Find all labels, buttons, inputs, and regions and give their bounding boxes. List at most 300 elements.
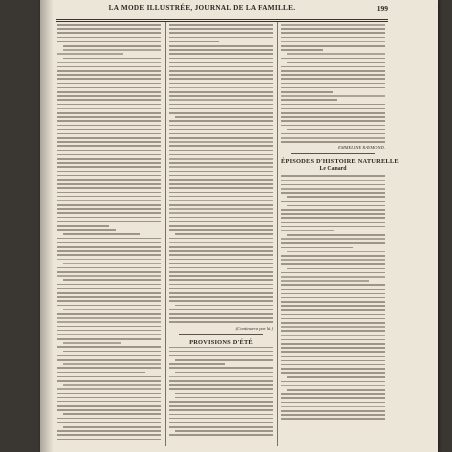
text-line xyxy=(281,238,385,240)
text-line xyxy=(175,372,273,374)
text-line xyxy=(281,184,385,186)
text-line xyxy=(287,62,385,64)
text-line xyxy=(57,346,161,348)
text-line xyxy=(281,314,385,316)
text-line xyxy=(281,322,385,324)
text-line xyxy=(57,284,161,286)
text-line xyxy=(63,233,140,235)
text-line xyxy=(57,175,161,177)
text-line xyxy=(169,175,273,177)
text-line xyxy=(63,342,121,344)
column-right xyxy=(281,24,399,423)
text-line xyxy=(169,183,273,185)
text-line xyxy=(281,293,385,295)
section-separator xyxy=(179,334,263,335)
text-line xyxy=(169,221,273,223)
text-line xyxy=(57,376,161,378)
text-line xyxy=(169,187,273,189)
text-line xyxy=(281,385,385,387)
text-line xyxy=(169,62,273,64)
text-line xyxy=(169,53,273,55)
text-line xyxy=(169,296,273,298)
text-line xyxy=(287,268,385,270)
text-line xyxy=(169,99,273,101)
text-line xyxy=(57,212,161,214)
text-line xyxy=(57,108,161,110)
text-line xyxy=(169,434,273,436)
text-line xyxy=(169,196,273,198)
text-line xyxy=(57,250,161,252)
text-line xyxy=(57,162,161,164)
text-line xyxy=(169,49,273,51)
text-line xyxy=(57,95,161,97)
text-line xyxy=(169,66,273,68)
text-line xyxy=(57,367,161,369)
text-line xyxy=(169,133,273,135)
text-line xyxy=(57,434,161,436)
text-line xyxy=(169,426,273,428)
text-line xyxy=(169,309,273,311)
text-line xyxy=(63,426,161,428)
text-line xyxy=(281,305,385,307)
text-line xyxy=(57,154,161,156)
text-line xyxy=(57,296,161,298)
text-line xyxy=(281,213,385,215)
text-line xyxy=(169,78,273,80)
text-line xyxy=(57,292,161,294)
text-line xyxy=(169,95,273,97)
text-line xyxy=(281,284,385,286)
text-line xyxy=(281,37,385,39)
text-line xyxy=(281,91,333,93)
text-line xyxy=(169,275,273,277)
text-line xyxy=(281,222,385,224)
text-line xyxy=(281,230,334,232)
text-line xyxy=(281,343,385,345)
text-line xyxy=(281,45,385,47)
text-line xyxy=(169,401,273,403)
text-line xyxy=(281,209,385,211)
text-line xyxy=(169,351,273,353)
text-line xyxy=(169,229,273,231)
text-line xyxy=(57,393,161,395)
column-divider-left xyxy=(165,22,166,446)
header-rule xyxy=(56,19,388,20)
text-line xyxy=(175,116,273,118)
text-block-left xyxy=(57,24,161,440)
text-line xyxy=(57,401,161,403)
text-line xyxy=(57,380,161,382)
text-line xyxy=(287,389,385,391)
text-line xyxy=(57,66,161,68)
text-line xyxy=(57,229,116,231)
text-line xyxy=(281,406,385,408)
text-line xyxy=(281,276,385,278)
text-line xyxy=(57,313,161,315)
text-line xyxy=(169,288,273,290)
text-line xyxy=(57,83,161,85)
text-line xyxy=(169,112,273,114)
text-line xyxy=(281,201,385,203)
text-line xyxy=(57,334,161,336)
text-line xyxy=(57,196,161,198)
text-block-right-top xyxy=(281,24,385,143)
text-line xyxy=(281,141,385,143)
text-line xyxy=(57,99,161,101)
text-line xyxy=(169,313,273,315)
text-line xyxy=(57,91,161,93)
column-middle xyxy=(169,24,273,439)
text-line xyxy=(57,300,161,302)
text-line xyxy=(169,104,273,106)
text-line xyxy=(281,28,385,30)
text-line xyxy=(57,388,161,390)
text-line xyxy=(169,363,225,365)
text-line xyxy=(57,338,161,340)
text-line xyxy=(57,112,161,114)
text-line xyxy=(281,125,385,127)
text-line xyxy=(281,137,385,139)
text-line xyxy=(169,279,273,281)
text-line xyxy=(281,402,385,404)
text-line xyxy=(169,91,273,93)
text-line xyxy=(57,418,161,420)
text-line xyxy=(57,192,161,194)
text-line xyxy=(57,208,161,210)
text-line xyxy=(281,418,385,420)
text-line xyxy=(281,83,385,85)
text-line xyxy=(57,32,161,34)
text-line xyxy=(281,41,385,43)
text-line xyxy=(57,359,161,361)
text-line xyxy=(281,309,385,311)
text-line xyxy=(63,413,161,415)
text-line xyxy=(169,83,273,85)
text-line xyxy=(57,267,161,269)
text-line xyxy=(281,70,385,72)
text-line xyxy=(169,217,273,219)
text-line xyxy=(57,372,145,374)
text-line xyxy=(281,116,385,118)
text-line xyxy=(169,129,273,131)
page-title: LA MODE ILLUSTRÉE, JOURNAL DE LA FAMILLE. xyxy=(108,4,296,12)
text-line xyxy=(281,242,385,244)
text-line xyxy=(57,120,161,122)
text-line xyxy=(57,405,161,407)
text-line xyxy=(287,234,385,236)
text-line xyxy=(169,208,273,210)
text-line xyxy=(281,259,385,261)
text-line xyxy=(281,397,385,399)
text-line xyxy=(281,339,385,341)
text-line xyxy=(57,158,161,160)
text-line xyxy=(281,32,385,34)
text-line xyxy=(57,288,161,290)
page-header xyxy=(56,4,388,18)
text-line xyxy=(169,179,273,181)
text-line xyxy=(169,422,273,424)
text-line xyxy=(281,217,385,219)
text-line xyxy=(169,192,273,194)
continued-note: (Continuera par là.) xyxy=(235,325,273,331)
text-line xyxy=(281,112,385,114)
text-line xyxy=(57,317,161,319)
text-line xyxy=(57,397,161,399)
text-line xyxy=(63,58,161,60)
text-block-middle-top xyxy=(169,24,273,323)
text-line xyxy=(57,179,161,181)
text-line xyxy=(57,242,161,244)
text-line xyxy=(281,255,385,257)
text-line xyxy=(57,37,161,39)
text-line xyxy=(57,321,161,323)
column-divider-right xyxy=(277,22,278,446)
text-line xyxy=(57,187,161,189)
text-block-right-bottom xyxy=(281,175,385,419)
text-line xyxy=(169,37,273,39)
text-line xyxy=(57,355,161,357)
text-line xyxy=(281,78,385,80)
text-line xyxy=(169,246,273,248)
text-line xyxy=(281,297,385,299)
text-line xyxy=(57,133,161,135)
text-line xyxy=(281,289,385,291)
text-line xyxy=(57,200,161,202)
text-line xyxy=(57,221,161,223)
text-line xyxy=(57,74,161,76)
text-line xyxy=(287,251,385,253)
text-line xyxy=(281,74,385,76)
text-line xyxy=(281,364,385,366)
text-line xyxy=(175,233,273,235)
text-line xyxy=(169,263,273,265)
text-line xyxy=(169,87,273,89)
text-line xyxy=(57,183,161,185)
text-line xyxy=(169,414,273,416)
text-line xyxy=(287,376,385,378)
text-line xyxy=(57,275,161,277)
text-line xyxy=(63,279,161,281)
text-line xyxy=(169,24,273,26)
text-line xyxy=(281,226,385,228)
text-line xyxy=(175,430,273,432)
text-line xyxy=(175,305,273,307)
text-block-middle-bottom xyxy=(169,347,273,437)
text-line xyxy=(57,225,109,227)
text-line xyxy=(281,272,385,274)
text-line xyxy=(281,180,385,182)
text-line xyxy=(281,49,323,51)
page-number: 199 xyxy=(376,4,388,13)
text-line xyxy=(57,171,161,173)
text-line xyxy=(281,301,385,303)
text-line xyxy=(281,335,385,337)
text-line xyxy=(57,217,161,219)
text-line xyxy=(57,137,161,139)
text-line xyxy=(57,116,161,118)
text-line xyxy=(169,405,273,407)
text-line xyxy=(281,414,385,416)
text-line xyxy=(281,381,385,383)
text-line xyxy=(169,418,273,420)
text-line xyxy=(57,259,161,261)
text-line xyxy=(281,87,385,89)
text-line xyxy=(169,125,273,127)
text-line xyxy=(169,150,273,152)
text-line xyxy=(281,66,385,68)
text-line xyxy=(281,24,385,26)
text-line xyxy=(287,196,385,198)
text-line xyxy=(281,58,385,60)
text-line xyxy=(63,384,161,386)
text-line xyxy=(169,45,273,47)
text-line xyxy=(169,355,273,357)
text-line xyxy=(169,171,273,173)
section-subheading-canard: Le Canard xyxy=(319,166,347,173)
text-line xyxy=(169,158,273,160)
text-line xyxy=(169,388,273,390)
column-left xyxy=(57,24,161,443)
text-line xyxy=(57,271,161,273)
text-line xyxy=(169,204,273,206)
text-line xyxy=(281,175,385,177)
text-line xyxy=(281,263,385,265)
text-line xyxy=(287,129,385,131)
text-line xyxy=(57,409,161,411)
text-line xyxy=(169,292,273,294)
text-line xyxy=(169,108,273,110)
text-line xyxy=(281,330,385,332)
section-separator xyxy=(291,153,375,154)
text-line xyxy=(281,372,385,374)
text-line xyxy=(175,359,273,361)
text-line xyxy=(281,247,353,249)
text-line xyxy=(169,409,273,411)
text-line xyxy=(57,62,161,64)
text-line xyxy=(57,422,161,424)
text-line xyxy=(57,24,161,26)
text-line xyxy=(287,205,385,207)
text-line xyxy=(57,439,161,441)
text-line xyxy=(169,212,273,214)
text-line xyxy=(57,166,161,168)
text-line xyxy=(287,53,385,55)
text-line xyxy=(57,129,161,131)
text-line xyxy=(281,104,385,106)
text-line xyxy=(169,74,273,76)
text-line xyxy=(169,300,273,302)
author-signature: EMMELINE RAYMOND. xyxy=(338,145,385,151)
text-line xyxy=(57,41,161,43)
text-line xyxy=(169,137,273,139)
text-line xyxy=(281,318,385,320)
text-line xyxy=(169,317,273,319)
text-line xyxy=(281,108,385,110)
text-line xyxy=(57,150,161,152)
text-line xyxy=(63,351,161,353)
text-line xyxy=(175,397,273,399)
text-line xyxy=(169,254,273,256)
text-line xyxy=(169,284,273,286)
text-line xyxy=(63,309,161,311)
text-line xyxy=(175,393,273,395)
text-line xyxy=(169,28,273,30)
text-line xyxy=(281,393,385,395)
text-line xyxy=(57,145,161,147)
text-line xyxy=(169,200,273,202)
text-line xyxy=(281,410,385,412)
text-line xyxy=(57,330,161,332)
text-line xyxy=(281,95,385,97)
text-line xyxy=(169,145,273,147)
text-line xyxy=(57,78,161,80)
text-line xyxy=(63,45,161,47)
text-line xyxy=(281,347,385,349)
text-line xyxy=(63,263,161,265)
text-line xyxy=(169,120,273,122)
text-line xyxy=(169,380,273,382)
text-line xyxy=(57,305,161,307)
section-heading-provisions: PROVISIONS D'ÉTÉ xyxy=(189,338,253,346)
text-line xyxy=(57,246,161,248)
text-line xyxy=(169,162,273,164)
text-line xyxy=(281,192,385,194)
text-line xyxy=(169,41,219,43)
text-line xyxy=(57,87,161,89)
text-line xyxy=(57,53,123,55)
text-line xyxy=(169,70,273,72)
text-line xyxy=(169,154,273,156)
section-heading-episodes: ÉPISODES D'HISTOIRE NATURELLE xyxy=(281,158,399,166)
text-line xyxy=(169,166,273,168)
binding-gutter xyxy=(40,0,54,452)
text-line xyxy=(57,254,161,256)
text-line xyxy=(281,133,385,135)
text-line xyxy=(169,367,273,369)
text-line xyxy=(169,271,273,273)
text-line xyxy=(169,225,273,227)
text-line xyxy=(169,267,273,269)
text-line xyxy=(169,32,273,34)
text-line xyxy=(57,104,161,106)
text-line xyxy=(281,360,385,362)
text-line xyxy=(169,384,273,386)
text-line xyxy=(169,242,273,244)
text-line xyxy=(57,141,161,143)
text-line xyxy=(281,368,385,370)
text-line xyxy=(281,99,337,101)
text-line xyxy=(57,204,161,206)
text-line xyxy=(169,321,273,323)
text-line xyxy=(63,363,161,365)
text-line xyxy=(169,141,273,143)
text-line xyxy=(281,356,385,358)
text-line xyxy=(57,238,161,240)
text-line xyxy=(57,430,161,432)
text-line xyxy=(281,351,385,353)
text-line xyxy=(169,376,273,378)
text-line xyxy=(169,58,273,60)
text-line xyxy=(57,70,161,72)
text-line xyxy=(169,347,273,349)
text-line xyxy=(169,250,273,252)
text-line xyxy=(281,188,385,190)
text-line xyxy=(281,120,385,122)
header-rule-double xyxy=(56,21,388,22)
text-line xyxy=(57,326,161,328)
text-line xyxy=(57,28,161,30)
text-line xyxy=(169,238,273,240)
